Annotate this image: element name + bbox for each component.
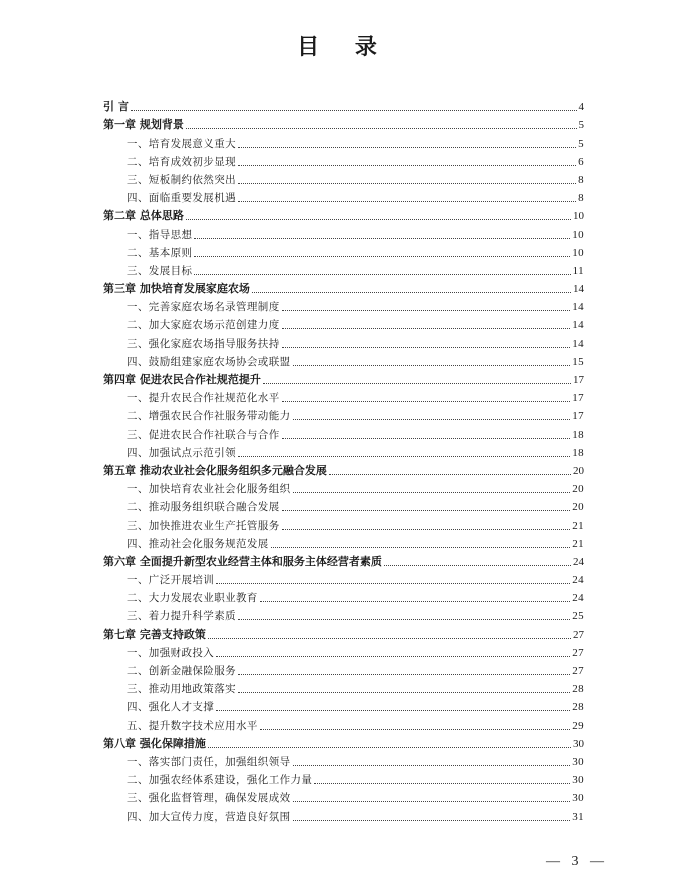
- toc-entry-label: 二、创新金融保险服务: [127, 665, 236, 677]
- toc-entry-page: 14: [572, 337, 584, 350]
- toc-entry-label: 二、推动服务组织联合融合发展: [127, 501, 280, 514]
- dot-leader: [260, 600, 570, 602]
- toc-chapter-entry: [103, 369, 584, 387]
- dot-leader: [329, 473, 571, 475]
- dot-leader: [238, 182, 576, 184]
- toc-section-entry: [103, 751, 584, 769]
- toc-entry-page: 8: [578, 192, 584, 205]
- toc-entry-page: 28: [572, 683, 584, 696]
- toc-section-entry: [103, 605, 584, 623]
- toc-chapter-entry: [103, 278, 584, 296]
- dot-leader: [282, 528, 571, 530]
- toc-entry-label: 第三章 加快培育发展家庭农场: [103, 282, 250, 296]
- toc-entry-page: 30: [572, 774, 584, 787]
- toc-entry-label: 引 言: [103, 100, 129, 114]
- toc-entry-page: 30: [572, 792, 584, 805]
- toc-chapter-entry: [103, 551, 584, 569]
- dot-leader: [194, 273, 570, 275]
- toc-entry-page: 17: [573, 374, 584, 386]
- toc-section-entry: [103, 769, 584, 787]
- dot-leader: [252, 291, 571, 293]
- toc-entry-page: 10: [572, 228, 584, 241]
- toc-entry-page: 15: [572, 355, 584, 368]
- toc-entry-page: 4: [578, 101, 584, 114]
- dot-leader: [238, 455, 570, 457]
- toc-entry-page: 17: [572, 410, 584, 423]
- toc-section-entry: [103, 587, 584, 605]
- toc-section-entry: [103, 169, 584, 187]
- toc-chapter-entry: [103, 460, 584, 478]
- toc-entry-page: 30: [573, 737, 584, 750]
- dot-leader: [216, 582, 570, 584]
- toc-entry-page: 14: [572, 301, 584, 314]
- toc-entry-label: 一、加强财政投入: [127, 646, 215, 659]
- toc-chapter-entry: [103, 114, 584, 132]
- toc-chapter-entry: [103, 623, 584, 641]
- toc-entry-label: 三、促进农民合作社联合与合作: [127, 428, 280, 441]
- dot-leader: [282, 346, 571, 348]
- dot-leader: [282, 327, 571, 329]
- toc-section-entry: [103, 478, 584, 496]
- toc-entry-label: 一、加快培育农业社会化服务组织: [127, 483, 291, 496]
- toc-entry-page: 10: [572, 246, 584, 259]
- toc-entry-label: 第一章 规划背景: [103, 118, 184, 132]
- toc-section-entry: [103, 405, 584, 423]
- toc-entry-label: 四、鼓励组建家庭农场协会或联盟: [127, 355, 291, 368]
- toc-section-entry: [103, 805, 584, 823]
- toc-entry-page: 24: [573, 555, 584, 568]
- toc-entry-label: 四、推动社会化服务规范发展: [127, 537, 269, 550]
- toc-entry-page: 25: [572, 610, 584, 623]
- page-title: 目 录: [297, 35, 391, 60]
- toc-section-entry: [103, 332, 584, 350]
- dot-leader: [216, 655, 570, 657]
- toc-entry-page: 20: [573, 464, 584, 477]
- toc-entry-page: 5: [578, 119, 584, 132]
- toc-entry-label: 一、落实部门责任，加强组织领导: [127, 755, 291, 768]
- toc-entry-page: 6: [578, 155, 584, 168]
- toc-section-entry: [103, 569, 584, 587]
- toc-entry-page: 21: [572, 537, 584, 550]
- toc-entry-label: 第八章 强化保障措施: [103, 736, 206, 750]
- toc-entry-label: 第四章 促进农民合作社规范提升: [103, 373, 261, 386]
- toc-section-entry: [103, 223, 584, 241]
- toc-entry-label: 二、培育成效初步显现: [127, 155, 236, 168]
- dot-leader: [282, 509, 571, 511]
- toc-entry-page: 27: [572, 646, 584, 659]
- toc-entry-label: 第六章 全面提升新型农业经营主体和服务主体经营者素质: [103, 554, 382, 568]
- dot-leader: [293, 800, 571, 802]
- toc-entry-page: 21: [572, 519, 584, 532]
- toc-section-entry: [103, 660, 584, 678]
- toc-section-entry: [103, 642, 584, 660]
- toc-section-entry: [103, 787, 584, 805]
- toc-section-entry: [103, 496, 584, 514]
- page-number-footer: — 3 —: [546, 854, 608, 869]
- dot-leader: [186, 218, 571, 220]
- dot-leader: [194, 255, 570, 257]
- dot-leader: [208, 637, 571, 639]
- dot-leader: [293, 364, 571, 366]
- dot-leader: [260, 728, 570, 730]
- toc-section-entry: [103, 714, 584, 732]
- dot-leader: [238, 146, 576, 148]
- toc-entry-page: 29: [572, 719, 584, 732]
- toc-entry-label: 二、基本原则: [127, 246, 193, 259]
- toc-section-entry: [103, 296, 584, 314]
- dot-leader: [314, 782, 570, 784]
- toc-entry-label: 三、加快推进农业生产托管服务: [127, 519, 280, 532]
- toc-entry-page: 5: [578, 137, 584, 150]
- dot-leader: [131, 109, 577, 111]
- toc-entry-label: 五、提升数字技术应用水平: [127, 719, 258, 732]
- toc-entry-label: 二、大力发展农业职业教育: [127, 592, 258, 605]
- toc-entry-label: 一、广泛开展培训: [127, 574, 215, 587]
- dot-leader: [238, 200, 576, 202]
- toc-section-entry: [103, 514, 584, 532]
- dot-leader: [238, 673, 570, 675]
- toc-entry-page: 14: [573, 283, 584, 296]
- toc-entry-page: 30: [572, 755, 584, 768]
- toc-entry-label: 二、加大家庭农场示范创建力度: [127, 319, 280, 332]
- dot-leader: [194, 237, 570, 239]
- dot-leader: [293, 764, 571, 766]
- toc-entry-label: 二、加强农经体系建设，强化工作力量: [127, 774, 313, 787]
- dot-leader: [238, 618, 570, 620]
- toc-entry-page: 27: [572, 665, 584, 677]
- toc-section-entry: [103, 242, 584, 260]
- toc-section-entry: [103, 351, 584, 369]
- toc-entry-page: 24: [572, 592, 584, 605]
- dot-leader: [293, 418, 571, 420]
- toc-section-entry: [103, 132, 584, 150]
- dot-leader: [263, 382, 571, 384]
- toc-entry-page: 8: [578, 173, 584, 186]
- toc-entry-label: 三、强化监督管理，确保发展成效: [127, 792, 291, 805]
- toc-entry-label: 第五章 推动农业社会化服务组织多元融合发展: [103, 463, 327, 477]
- toc-section-entry: [103, 387, 584, 405]
- toc-entry-label: 三、强化家庭农场指导服务扶持: [127, 337, 280, 350]
- toc-entry-page: 28: [572, 701, 584, 714]
- toc-entry-label: 一、提升农民合作社规范化水平: [127, 392, 280, 405]
- toc-entry-label: 第二章 总体思路: [103, 209, 184, 223]
- toc-section-entry: [103, 678, 584, 696]
- toc-section-entry: [103, 696, 584, 714]
- table-of-contents: [103, 96, 584, 824]
- toc-section-entry: [103, 423, 584, 441]
- toc-entry-page: 18: [572, 428, 584, 441]
- toc-entry-page: 24: [572, 574, 584, 587]
- toc-entry-page: 27: [573, 628, 584, 641]
- dot-leader: [293, 491, 571, 493]
- toc-entry-label: 三、推动用地政策落实: [127, 683, 236, 696]
- toc-section-entry: [103, 533, 584, 551]
- toc-entry-label: 三、发展目标: [127, 264, 193, 277]
- dot-leader: [216, 709, 570, 711]
- toc-entry-label: 四、加大宣传力度，营造良好氛围: [127, 810, 291, 823]
- dot-leader: [384, 564, 571, 566]
- toc-entry-page: 18: [572, 446, 584, 459]
- toc-chapter-entry: [103, 205, 584, 223]
- toc-entry-label: 三、短板制约依然突出: [127, 173, 236, 186]
- toc-entry-page: 20: [572, 483, 584, 496]
- dot-leader: [282, 309, 571, 311]
- toc-entry-label: 四、面临重要发展机遇: [127, 192, 236, 205]
- dot-leader: [186, 127, 577, 129]
- toc-section-entry: [103, 151, 584, 169]
- toc-entry-label: 一、指导思想: [127, 228, 193, 241]
- toc-entry-page: 10: [573, 210, 584, 223]
- dot-leader: [271, 546, 570, 548]
- toc-entry-page: 11: [572, 264, 584, 277]
- toc-section-entry: [103, 260, 584, 278]
- toc-entry-label: 一、培育发展意义重大: [127, 137, 236, 150]
- toc-section-entry: [103, 187, 584, 205]
- toc-entry-label: 二、增强农民合作社服务带动能力: [127, 410, 291, 423]
- toc-section-entry: [103, 442, 584, 460]
- dot-leader: [282, 437, 571, 439]
- toc-entry-label: 四、加强试点示范引领: [127, 446, 236, 459]
- toc-entry-page: 17: [572, 392, 584, 405]
- toc-entry-label: 四、强化人才支撑: [127, 701, 215, 714]
- toc-entry-label: 三、着力提升科学素质: [127, 610, 236, 623]
- dot-leader: [293, 819, 571, 821]
- toc-entry-page: 31: [572, 810, 584, 823]
- toc-entry-label: 第七章 完善支持政策: [103, 627, 206, 641]
- toc-entry-page: 20: [572, 501, 584, 514]
- toc-section-entry: [103, 314, 584, 332]
- dot-leader: [238, 164, 576, 166]
- toc-chapter-entry: [103, 733, 584, 751]
- dot-leader: [208, 746, 571, 748]
- dot-leader: [238, 691, 570, 693]
- dot-leader: [282, 400, 571, 402]
- toc-entry-page: 14: [572, 319, 584, 332]
- toc-chapter-entry: [103, 96, 584, 114]
- toc-entry-label: 一、完善家庭农场名录管理制度: [127, 301, 280, 314]
